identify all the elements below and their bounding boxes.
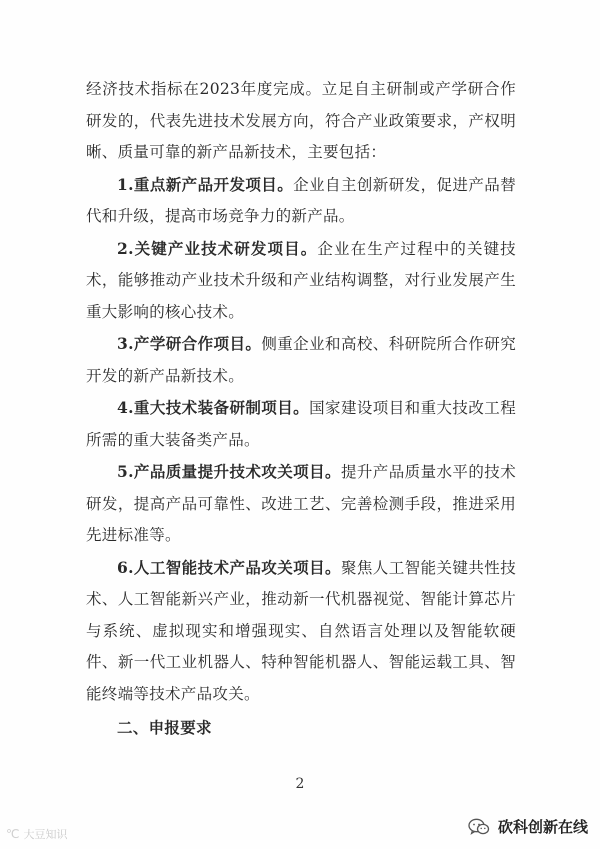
item-title-6: 6.人工智能技术产品攻关项目。 (117, 557, 341, 577)
item-title-5: 5.产品质量提升技术攻关项目。 (117, 462, 341, 481)
item-title-3: 3.产学研合作项目。 (117, 334, 262, 353)
item-text-6: 聚焦人工智能关键共性技术、人工智能新兴产业，推动新一代机器视觉、智能计算芯片与系统、虚拟现实和增强现实、自然语言处理以及智能软硬件、新一代工业机器人、特种智能机器人、智能运载工具、智能终端等技术产品攻关。 (86, 558, 516, 703)
page-number: 2 (295, 776, 305, 792)
list-item-5 (86, 456, 516, 552)
intro-paragraph: 经济技术指标在2023年度完成。立足自主研制或产学研合作研发的，代表先进技术发展方向，符合产业政策要求，产权明晰、质量可靠的新产品新技术，主要包括： (86, 80, 516, 161)
list-item-3 (86, 328, 516, 392)
list-item-6 (86, 552, 516, 711)
watermark-logo-icon: ℃ (6, 827, 20, 841)
item-text-2: 企业在生产过程中的关键技术，能够推动产业技术升级和产业结构调整，对行业发展产生重大影响的核心技术。 (86, 239, 516, 321)
document-body (86, 74, 516, 744)
item-title-1: 1.重点新产品开发项目。 (117, 174, 294, 194)
section-heading: 二、申报要求 (117, 718, 212, 737)
item-text-1: 企业自主创新研发，促进产品替代和升级，提高市场竞争力的新产品。 (86, 175, 516, 225)
list-item-2 (86, 233, 516, 329)
watermark-left-text: 大豆知识 (23, 828, 68, 841)
watermark-right (468, 816, 588, 837)
list-item-4 (86, 392, 516, 456)
item-title-4: 4.重大技术装备研制项目。 (117, 398, 310, 417)
item-text-5: 提升产品质量水平的技术研发，提高产品可靠性、改进工艺、完善检测手段，推进采用先进标准等。 (86, 463, 516, 544)
item-text-3: 侧重企业和高校、科研院所合作研究开发的新产品新技术。 (86, 335, 516, 385)
item-text-4: 国家建设项目和重大技改工程所需的重大装备类产品。 (86, 399, 516, 449)
list-item-1 (86, 169, 516, 233)
watermark-right-text: 砍科创新在线 (497, 818, 588, 836)
wechat-icon (468, 818, 490, 836)
item-title-2: 2.关键产业技术研发项目。 (117, 238, 318, 258)
watermark-left (6, 826, 67, 842)
